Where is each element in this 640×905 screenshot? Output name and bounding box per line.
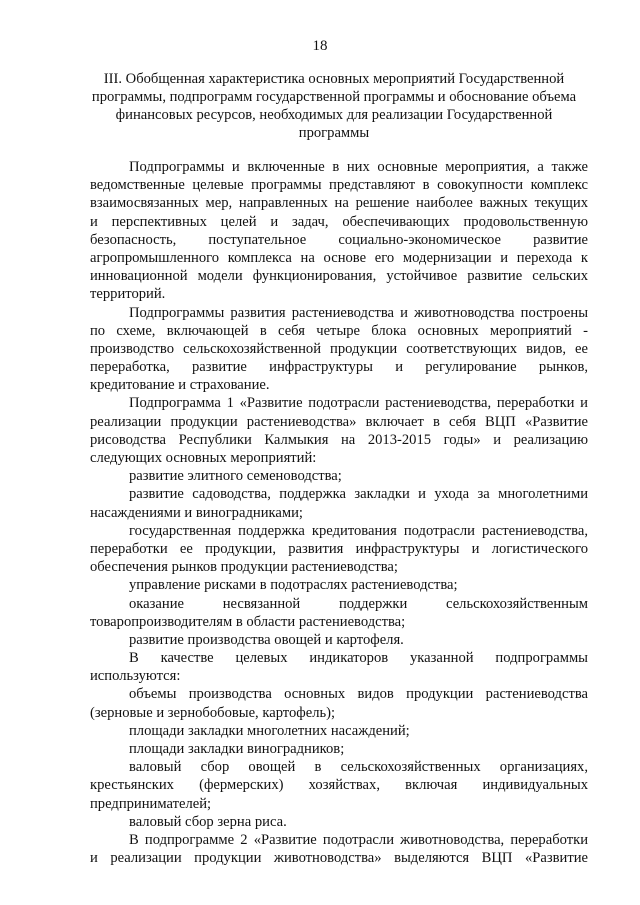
body-line: В подпрограмме 2 «Развитие подотрасли животноводства, переработки xyxy=(129,831,588,848)
body-line: развитие производства овощей и картофеля. xyxy=(129,631,404,648)
body-line: предпринимателей; xyxy=(90,795,212,812)
heading-line: программы, подпрограмм государственной программы и обоснование объема xyxy=(91,89,577,105)
body-line: товаропроизводителям в области растениеводства; xyxy=(90,613,406,630)
body-line: ведомственные целевые программы представляют в совокупности комплекс xyxy=(90,177,588,194)
body-line: Подпрограмма 1 «Развитие подотрасли растениеводства, переработки и xyxy=(129,395,588,412)
body-line: объемы производства основных видов продукции растениеводства xyxy=(129,686,588,703)
body-line: площади закладки виноградников; xyxy=(129,741,345,757)
body-line: переработки ее продукции, развития инфраструктуры и логистического xyxy=(90,540,588,557)
body-line: крестьянских (фермерских) хозяйствах, включая индивидуальных xyxy=(90,777,588,794)
body-line: насаждениями и виноградниками; xyxy=(90,504,303,521)
body-line: кредитование и страхование. xyxy=(90,377,270,394)
body-line: инновационной модели функционирования, устойчивое развитие сельских xyxy=(90,268,588,285)
body-line: взаимосвязанных мер, направленных на решение наиболее важных текущих xyxy=(90,195,588,212)
body-text xyxy=(90,158,588,867)
body-line: (зерновые и зернобобовые, картофель); xyxy=(90,704,336,721)
body-line: рисоводства Республики Калмыкия на 2013-2015 годы» и реализацию xyxy=(90,431,588,448)
body-line: следующих основных мероприятий: xyxy=(90,450,317,466)
body-line: и перспективных целей и задач, обеспечивающих продовольственную xyxy=(90,213,588,230)
body-line: производство сельскохозяйственной продукции соответствующих видов, ее xyxy=(90,340,588,357)
body-line: В качестве целевых индикаторов указанной подпрограммы xyxy=(129,650,588,667)
body-line: развитие элитного семеноводства; xyxy=(129,468,342,485)
body-line: по схеме, включающей в себя четыре блока основных мероприятий - xyxy=(90,322,588,339)
body-line: Подпрограммы и включенные в них основные мероприятия, а также xyxy=(129,159,588,175)
body-line: реализации продукции растениеводства» включает в себя ВЦП «Развитие xyxy=(90,413,588,430)
page-number: 18 xyxy=(312,38,328,54)
body-line: развитие садоводства, поддержка закладки и ухода за многолетними xyxy=(129,486,588,503)
body-line: переработка, развитие инфраструктуры и регулирование рынков, xyxy=(90,359,588,376)
body-line: управление рисками в подотраслях растениеводства; xyxy=(129,577,458,594)
body-line: обеспечения рынков продукции растениеводства; xyxy=(90,559,398,576)
body-line: валовый сбор овощей в сельскохозяйственных организациях, xyxy=(129,759,588,776)
body-line: территорий. xyxy=(90,286,166,303)
body-line: безопасность, поступательное социально-экономическое развитие xyxy=(90,231,588,248)
heading-line: программы xyxy=(298,125,370,141)
heading-line: III. Обобщенная характеристика основных мероприятий Государственной xyxy=(103,71,565,87)
body-line: оказание несвязанной поддержки сельскохозяйственным xyxy=(129,595,588,612)
heading-line: финансовых ресурсов, необходимых для реализации Государственной xyxy=(115,107,553,123)
body-line: Подпрограммы развития растениеводства и животноводства построены xyxy=(129,304,588,321)
body-line: агропромышленного комплекса на основе его модернизации и перехода к xyxy=(90,249,588,266)
body-line: используются: xyxy=(90,668,181,685)
body-line: площади закладки многолетних насаждений; xyxy=(129,722,410,739)
body-line: валовый сбор зерна риса. xyxy=(129,813,287,830)
body-line: государственная поддержка кредитования подотрасли растениеводства, xyxy=(129,522,588,539)
section-heading xyxy=(84,70,584,142)
body-line: и реализации продукции животноводства» выделяются ВЦП «Развитие xyxy=(90,850,588,867)
